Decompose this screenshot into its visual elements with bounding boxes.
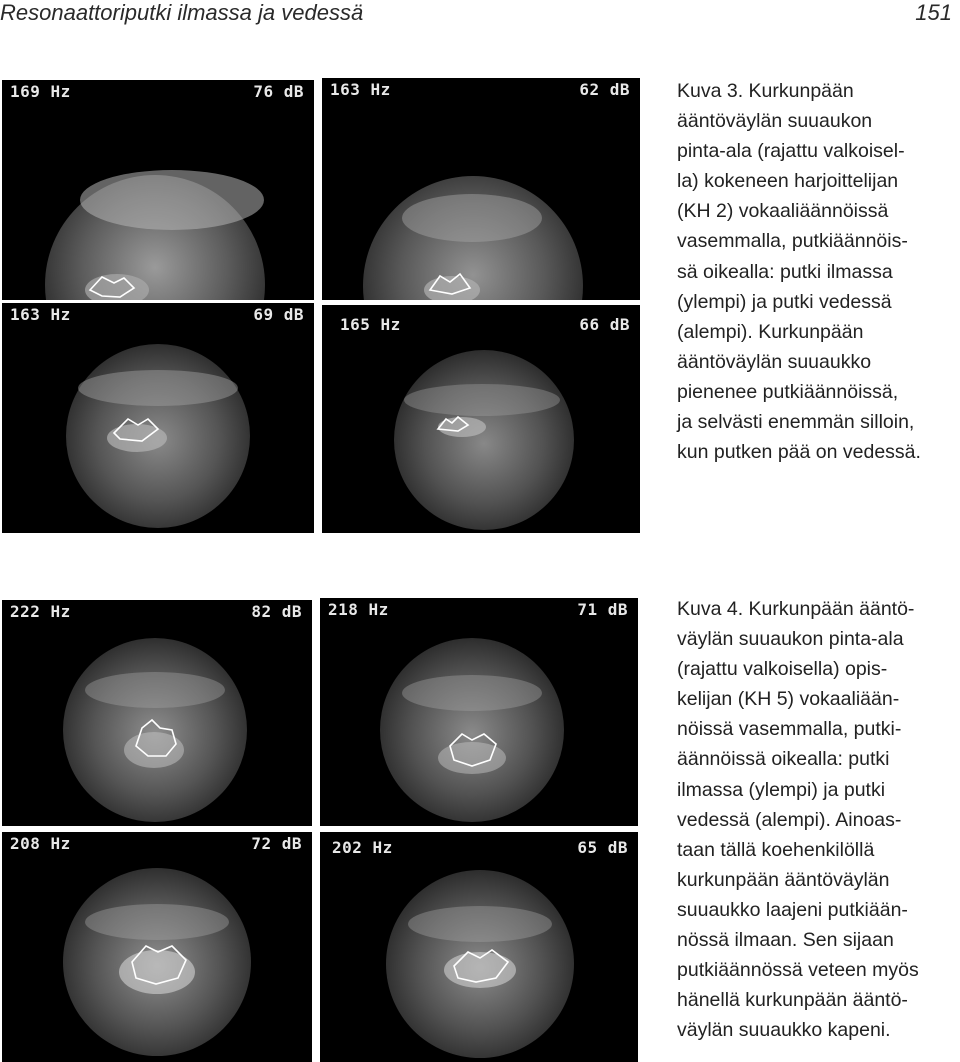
level-readout: 72 dB: [251, 834, 302, 853]
frequency-readout: 169 Hz: [10, 82, 71, 101]
figure-4-caption: Kuva 4. Kurkunpään ääntö- väylän suuaukon pinta-ala (rajattu valkoisella) opis- kelijan (KH 5) vokaaliään- nöissä vasemmalla, putki- äännöissä oikealla: putki ilmassa (ylempi) ja putki vedessä (alempi). Ainoas- taan tällä koehenkilöllä kurkunpään ääntöväylän suuaukko laajeni putkiään- nössä ilmaan. Sen sijaan putkiäännössä veteen myös hänellä kurkunpään ääntö- väylän suuaukko kapeni.: [677, 598, 919, 1042]
endoscopy-view: [320, 598, 638, 826]
frequency-readout: 208 Hz: [10, 834, 71, 853]
level-readout: 76 dB: [253, 82, 304, 101]
level-readout: 66 dB: [579, 315, 630, 334]
endoscopy-image: [322, 78, 640, 300]
frequency-readout: 163 Hz: [10, 305, 71, 324]
endoscopy-image: [2, 832, 312, 1062]
level-readout: 71 dB: [577, 600, 628, 619]
endoscopy-view: [2, 832, 312, 1062]
frequency-readout: 165 Hz: [340, 315, 401, 334]
level-readout: 65 dB: [577, 838, 628, 857]
endoscopy-image: [320, 832, 638, 1062]
frequency-readout: 218 Hz: [328, 600, 389, 619]
page-number: 151: [915, 0, 952, 25]
level-readout: 82 dB: [251, 602, 302, 621]
endoscopy-view: [322, 78, 640, 300]
level-readout: 62 dB: [579, 80, 630, 99]
endoscopy-view: [322, 305, 640, 533]
running-title: Resonaattoriputki ilmassa ja vedessä: [0, 0, 364, 25]
endoscopy-image: [2, 80, 314, 300]
frequency-readout: 163 Hz: [330, 80, 391, 99]
endoscopy-image: [2, 303, 314, 533]
level-readout: 69 dB: [253, 305, 304, 324]
frequency-readout: 222 Hz: [10, 602, 71, 621]
endoscopy-image: [2, 600, 312, 826]
figure-3-caption: Kuva 3. Kurkunpään ääntöväylän suuaukon pinta-ala (rajattu valkoisel- la) kokeneen harjoittelijan (KH 2) vokaaliäännöissä vasemmalla, putkiäännöis- sä oikealla: putki ilmassa (ylempi) ja putki vedessä (alempi). Kurkunpään ääntöväylän suuaukko pienenee putkiäännöissä, ja selvästi enemmän silloin, kun putken pää on vedessä.: [677, 80, 921, 464]
frequency-readout: 202 Hz: [332, 838, 393, 857]
endoscopy-image: [320, 598, 638, 826]
endoscopy-image: [322, 305, 640, 533]
endoscopy-view: [2, 303, 314, 533]
endoscopy-view: [2, 80, 314, 300]
endoscopy-view: [320, 832, 638, 1062]
endoscopy-view: [2, 600, 312, 826]
